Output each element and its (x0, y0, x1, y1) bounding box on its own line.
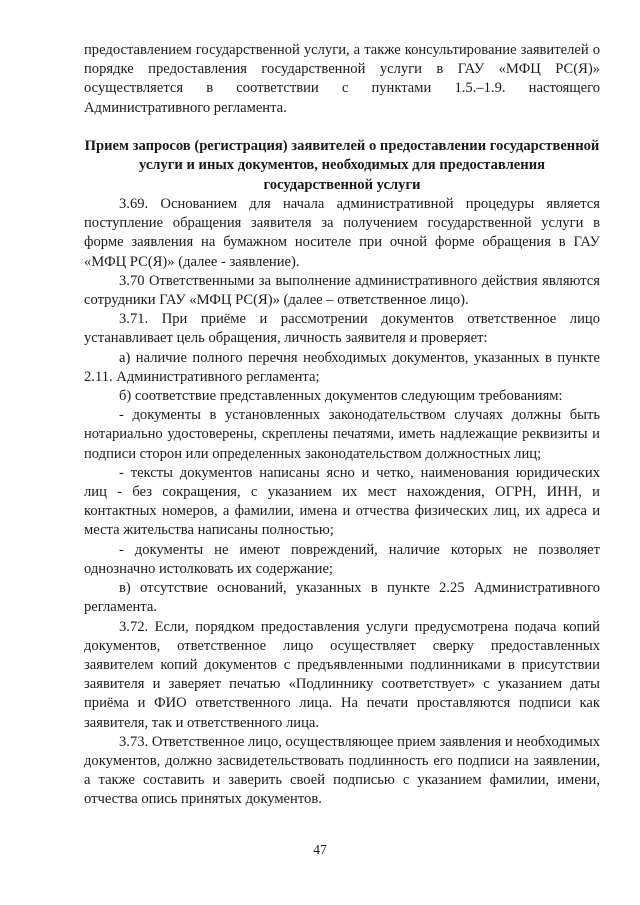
requirement-item-3: - документы не имеют повреждений, наличие которых не позволяет однозначно истолковать их содержание; (84, 541, 600, 577)
requirement-item-2: - тексты документов написаны ясно и четко, наименования юридических лиц - без сокращения, с указанием их мест нахождения, ОГРН, ИНН, и контактных номеров, а фамилии, имена и отчества физических лиц, их адреса и места жительства написаны полностью; (84, 464, 600, 539)
requirement-item-1: - документы в установленных законодательством случаях должны быть нотариально удостоверены, скреплены печатями, иметь надлежащие реквизиты и подписи сторон или определенных законодательством должностных лиц; (84, 407, 600, 462)
page-number: 47 (313, 842, 327, 857)
document-body (84, 41, 600, 810)
paragraph-3-72: 3.72. Если, порядком предоставления услуги предусмотрена подача копий документов, ответственное лицо осуществляет сверку предоставленных заявителем копий документов с предъявленными подлинниками в присутствии заявителя и заверяет печатью «Подлиннику соответствует» с указанием даты приёма и ФИО ответственного лица. На печати проставляются подписи как заявителя, так и ответственного лица. (84, 618, 600, 731)
paragraph-3-73: 3.73. Ответственное лицо, осуществляющее прием заявления и необходимых документов, должно засвидетельствовать подлинность его подписи на заявлении, а также составить и заверить своей подписью с указанием фамилии, имени, отчества опись принятых документов. (84, 733, 600, 808)
list-item-v: в) отсутствие оснований, указанных в пункте 2.25 Административного регламента. (84, 580, 600, 616)
section-heading: Прием запросов (регистрация) заявителей о предоставлении государственной услуги и иных документов, необходимых для предоставления государственной услуги (84, 137, 600, 193)
list-item-b: б) соответствие представленных документов следующим требованиям: (119, 388, 563, 405)
paragraph-3-71: 3.71. При приёме и рассмотрении документов ответственное лицо устанавливает цель обращения, личность заявителя и проверяет: (84, 311, 600, 347)
paragraph-continuation: предоставлением государственной услуги, а также консультирование заявителей о порядке предоставления государственной услуги в ГАУ «МФЦ РС(Я)» осуществляется в соответствии с пунктами 1.5.–1.9. настоящего Административного регламента. (84, 42, 600, 116)
paragraph-3-69: 3.69. Основанием для начала административной процедуры является поступление обращения заявителя за получением государственной услуги в форме заявления на бумажном носителе при очной форме обращения в ГАУ «МФЦ РС(Я)» (далее - заявление). (84, 196, 600, 270)
paragraph-3-70: 3.70 Ответственными за выполнение административного действия являются сотрудники ГАУ «МФЦ РС(Я)» (далее – ответственное лицо). (84, 272, 600, 309)
list-item-a: а) наличие полного перечня необходимых документов, указанных в пункте 2.11. Административного регламента; (84, 349, 600, 385)
